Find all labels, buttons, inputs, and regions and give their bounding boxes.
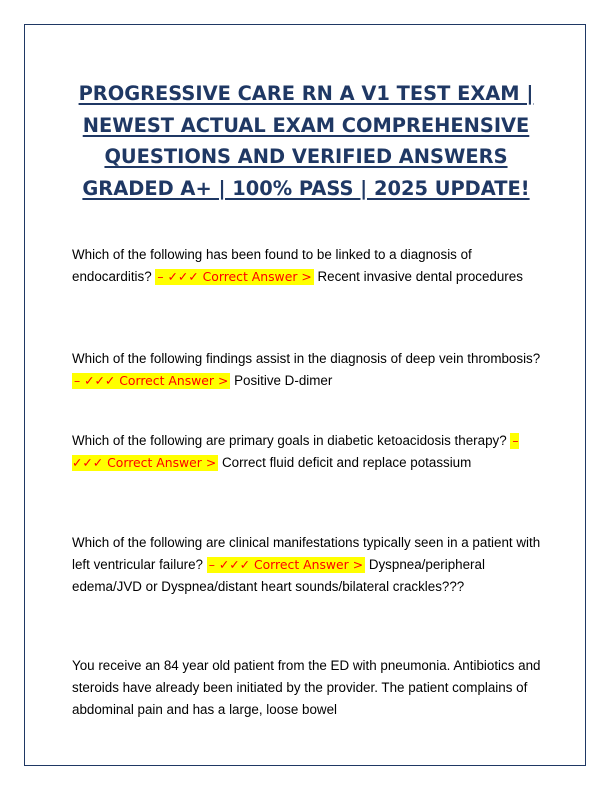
answer-text: Recent invasive dental procedures — [317, 269, 523, 284]
correct-answer-marker: – ✓✓✓ Correct Answer > — [157, 269, 312, 284]
qa-item — [72, 532, 542, 598]
question-text: Which of the following are primary goals in diabetic ketoacidosis therapy? — [72, 433, 507, 448]
answer-text: Dyspnea/peripheral edema/JVD or Dyspnea/distant heart sounds/bilateral crackles??? — [72, 557, 485, 594]
question-text: Which of the following are clinical manifestations typically seen in a patient with left ventricular failure? — [72, 535, 541, 572]
qa-item — [72, 244, 542, 288]
correct-answer-marker: – ✓✓✓ Correct Answer > — [208, 557, 364, 572]
correct-answer-marker: – ✓✓✓ Correct Answer > — [72, 433, 519, 470]
qa-item — [72, 348, 542, 392]
question-text: Which of the following has been found to be linked to a diagnosis of endocarditis? — [72, 247, 472, 284]
answer-text: Correct fluid deficit and replace potassium — [221, 455, 472, 470]
question-text: Which of the following findings assist in the diagnosis of deep vein thrombosis? — [72, 351, 541, 366]
correct-answer-marker: – ✓✓✓ Correct Answer > — [74, 373, 229, 388]
question-text: You receive an 84 year old patient from the ED with pneumonia. Antibiotics and steroids have already been initiated by the provider. The patient complains of abdominal pain and has a large, loose bowel — [72, 658, 541, 717]
qa-item — [72, 655, 542, 721]
qa-item — [72, 430, 542, 474]
answer-text: Positive D-dimer — [234, 373, 333, 388]
document-title: PROGRESSIVE CARE RN A V1 TEST EXAM | NEWEST ACTUAL EXAM COMPREHENSIVE QUESTIONS AND VERIFIED ANSWERS GRADED A+ | 100% PASS | 2025 UPDATE! — [78, 82, 534, 200]
